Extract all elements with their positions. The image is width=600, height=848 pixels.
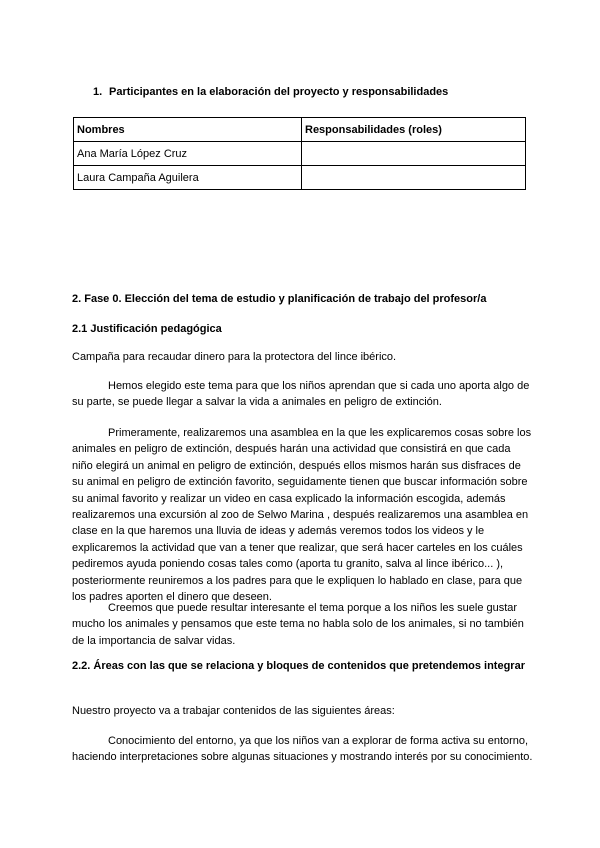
paragraph-activities: Primeramente, realizaremos una asamblea en la que les explicaremos cosas sobre los animales en peligro de extinción, después harán una actividad que consistirá en que cada niño elegirá un animal en peligro de extinción, después ellos mismos harán sus disfraces de su animal en peligro de extinción favorito, seguidamente tienen que buscar información sobre su animal favorito y realizar un video en casa explicado la información escogida, además realizaremos una excursión al zoo de Selwo Marina , después realizaremos una asamblea en clase en la que haremos una lluvia de ideas y además veremos todos los videos y le explicaremos la actividad que van a tener que realizar, que será hacer carteles en los cuáles pediremos ayuda poniendo cosas tales como (aporta tu granito, salva al lince ibérico... ), posteriormente reuniremos a los padres para que le expliquen lo hablado en clase, para que los padres aporten el dinero que deseen. xyxy=(72,427,532,604)
participant-role xyxy=(302,142,526,166)
section-1-title: Participantes en la elaboración del proyecto y responsabilidades xyxy=(109,86,449,98)
paragraph-motivation: Hemos elegido este tema para que los niños aprendan que si cada uno aporta algo de su parte, se puede llegar a salvar la vida a animales en peligro de extinción. xyxy=(72,380,530,409)
participant-role xyxy=(302,166,526,190)
table-header-row xyxy=(74,118,526,142)
paragraph-interest: Creemos que puede resultar interesante el tema porque a los niños les suele gustar mucho los animales y pensamos que este tema no habla solo de los animales, si no también de la importancia de salvar vidas. xyxy=(72,602,524,647)
justification-intro: Campaña para recaudar dinero para la protectora del lince ibérico. xyxy=(72,351,397,363)
participant-name: Laura Campaña Aguilera xyxy=(74,166,302,190)
table-row xyxy=(74,166,526,190)
paragraph-environment: Conocimiento del entorno, ya que los niños van a explorar de forma activa su entorno, haciendo interpretaciones sobre algunas situaciones y mostrando interés por su conocimiento. xyxy=(72,735,533,764)
column-header-names: Nombres xyxy=(74,118,302,142)
table-row xyxy=(74,142,526,166)
areas-intro: Nuestro proyecto va a trabajar contenidos de las siguientes áreas: xyxy=(72,705,395,717)
section-2-heading: 2. Fase 0. Elección del tema de estudio y planificación de trabajo del profesor/a xyxy=(72,293,487,305)
participants-table xyxy=(73,117,526,190)
subsection-2-2-heading: 2.2. Áreas con las que se relaciona y bloques de contenidos que pretendemos integrar xyxy=(72,660,525,672)
column-header-roles: Responsabilidades (roles) xyxy=(302,118,526,142)
participant-name: Ana María López Cruz xyxy=(74,142,302,166)
subsection-2-1-heading: 2.1 Justificación pedagógica xyxy=(72,323,222,335)
section-1-number: 1. xyxy=(93,86,103,98)
section-1-heading xyxy=(93,86,448,98)
